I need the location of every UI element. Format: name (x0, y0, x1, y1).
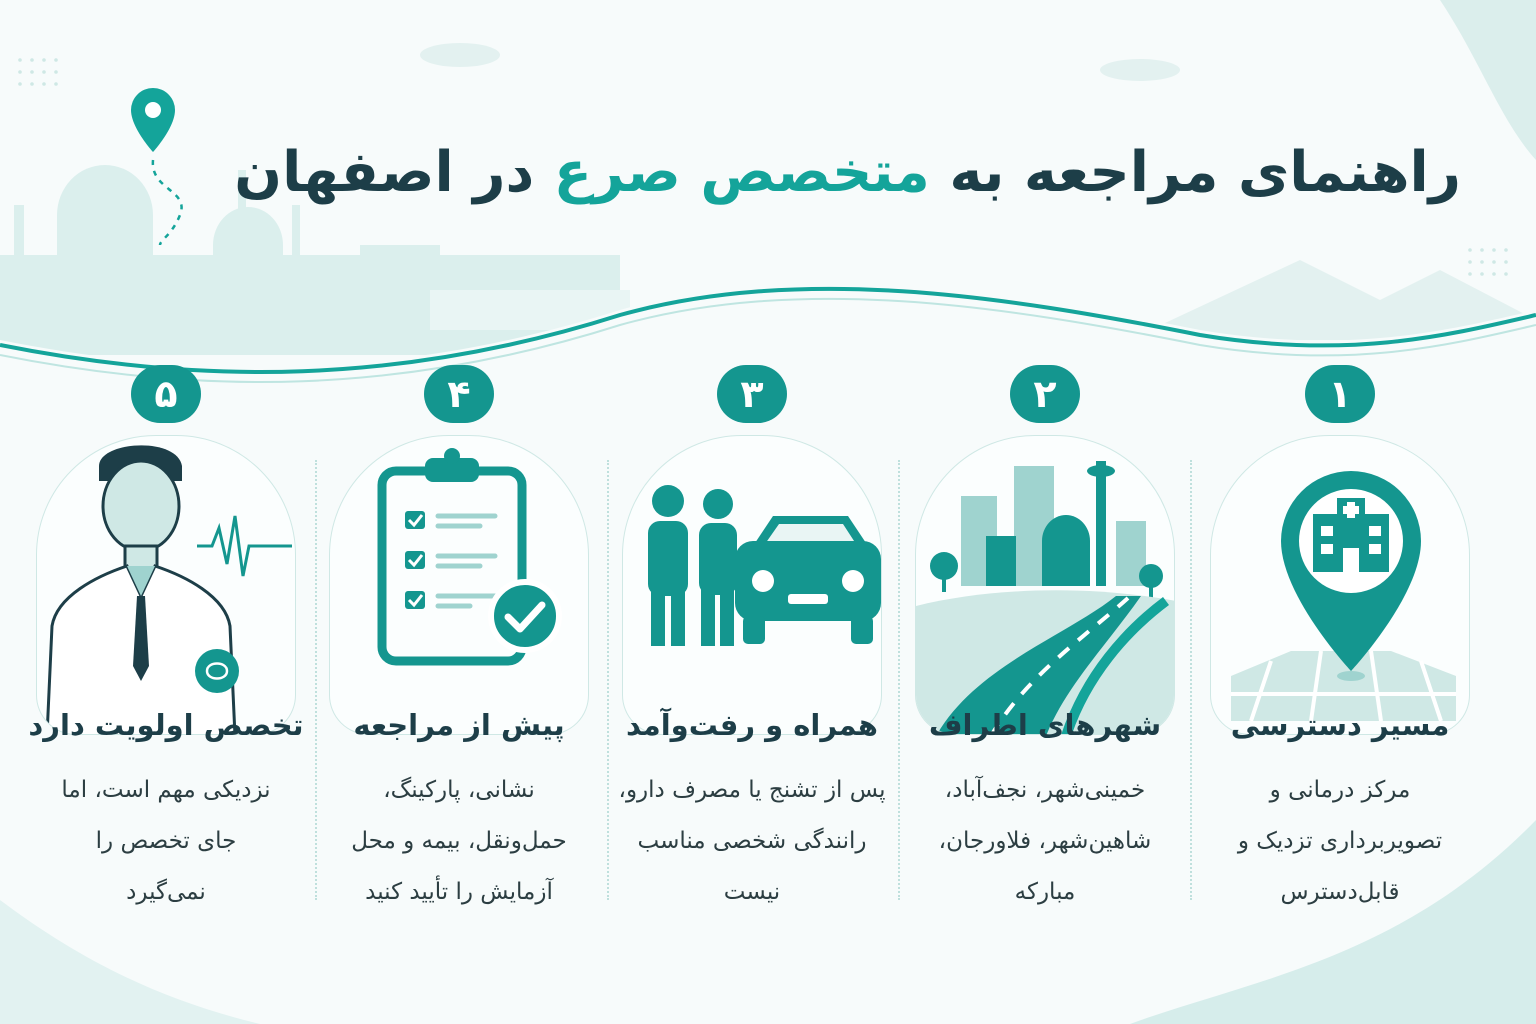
step-description (905, 765, 1185, 918)
step-card-4 (319, 365, 599, 985)
description-line: مرکز درمانی و (1269, 777, 1411, 803)
description-line: خمینی‌شهر، نجف‌آباد، (944, 777, 1146, 803)
description-line: نیست (723, 879, 781, 905)
city-road-icon (916, 436, 1175, 735)
step-number: ۵ (131, 365, 201, 423)
card-separator (607, 460, 609, 900)
step-card-5 (26, 365, 306, 985)
step-card-2 (905, 365, 1185, 985)
description-line: مبارکه (1014, 879, 1076, 905)
description-line: نزدیکی مهم است، اما (61, 777, 271, 803)
step-description (1200, 765, 1480, 918)
step-number: ۱ (1305, 365, 1375, 423)
description-line: رانندگی شخصی مناسب (637, 828, 867, 854)
description-line: جای تخصص را (95, 828, 237, 854)
checklist-clipboard-icon (330, 436, 589, 735)
companions-car-icon (623, 436, 882, 735)
step-number: ۴ (424, 365, 494, 423)
step-title: تخصص اولویت دارد (28, 708, 304, 742)
description-line: پس از تشنج یا مصرف دارو، (618, 777, 886, 803)
description-line: تصویربرداری تزدیک و (1237, 828, 1443, 854)
description-line: نمی‌گیرد (126, 879, 206, 905)
step-card-3 (612, 365, 892, 985)
step-illustration (915, 435, 1175, 735)
step-illustration (1210, 435, 1470, 735)
card-separator (315, 460, 317, 900)
step-number: ۳ (717, 365, 787, 423)
step-title: مسیر دسترسی (1230, 708, 1450, 742)
step-illustration (329, 435, 589, 735)
step-title: پیش از مراجعه (353, 708, 565, 742)
title-part1: راهنمای مراجعه به (949, 140, 1461, 205)
hospital-map-pin-icon (1211, 436, 1470, 735)
description-line: شاهین‌شهر، فلاورجان، (938, 828, 1152, 854)
description-line: حمل‌ونقل، بیمه و محل (351, 828, 567, 854)
step-description (26, 765, 306, 918)
step-description (319, 765, 599, 918)
title-accent: متخصص صرع (553, 140, 930, 205)
description-line: آزمایش را تأیید کنید (365, 879, 553, 905)
title-part2: در اصفهان (234, 140, 535, 205)
description-line: نشانی، پارکینگ، (383, 777, 535, 803)
step-illustration (36, 435, 296, 735)
card-separator (1190, 460, 1192, 900)
description-line: قابل‌دسترس (1280, 879, 1400, 905)
step-illustration (622, 435, 882, 735)
card-separator (898, 460, 900, 900)
step-description (612, 765, 892, 918)
doctor-brain-icon (37, 436, 296, 735)
step-title: شهرهای اطراف (928, 708, 1162, 742)
step-card-1 (1200, 365, 1480, 985)
step-title: همراه و رفت‌وآمد (626, 708, 878, 742)
step-number: ۲ (1010, 365, 1080, 423)
page-title (234, 128, 1461, 218)
